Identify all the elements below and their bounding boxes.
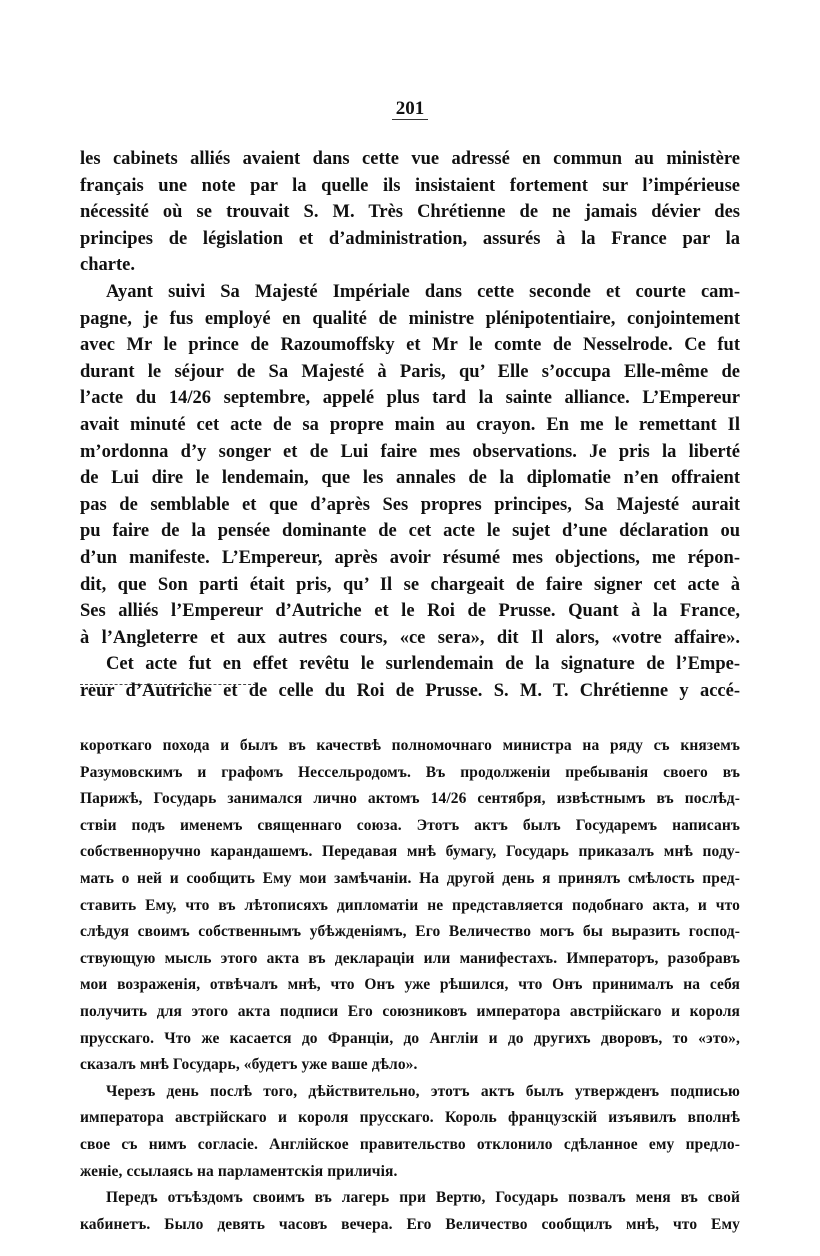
- footnote-rule: [80, 684, 256, 685]
- text-line: получить для этого акта подписи Его союзниковъ императора австрійскаго и короля: [80, 1002, 740, 1020]
- text-line: Cet acte fut en effet revêtu le surlendemain de la signature de l’Empe-: [106, 654, 740, 675]
- text-line: pas de semblable et que d’après Ses propres principes, Sa Majesté aurait: [80, 494, 740, 515]
- text-line: les cabinets alliés avaient dans cette vue adressé en commun au ministère: [80, 149, 740, 169]
- text-line: кабинетъ. Было девять часовъ вечера. Его Величество сообщилъ мнѣ, что Ему: [80, 1215, 740, 1233]
- text-line: nécessité où se trouvait S. M. Très Chrétienne de ne jamais dévier des: [80, 202, 740, 223]
- main-text: [80, 146, 740, 704]
- text-line: женіе, ссылаясь на парламентскія приличія.: [80, 1162, 398, 1180]
- text-line: reur d’Autriche et de celle du Roi de Prusse. S. M. T. Chrétienne y accé-: [80, 680, 740, 701]
- text-line: ствіи подъ именемъ священнаго союза. Этотъ актъ былъ Государемъ написанъ: [80, 816, 740, 834]
- text-line: à l’Angleterre et aux autres cours, «ce sera», dit Il alors, «votre affaire».: [80, 627, 740, 648]
- text-line: de Lui dire le lendemain, que les annales de la diplomatie n’en offraient: [80, 468, 740, 489]
- text-line: avait minuté cet acte de sa propre main au crayon. En me le remettant Il: [80, 414, 740, 435]
- text-line: avec Mr le prince de Razoumoffsky et Mr le comte de Nesselrode. Ce fut: [80, 335, 740, 356]
- text-line: прусскаго. Что же касается до Франціи, до Англіи и до другихъ дворовъ, то «это»,: [80, 1029, 740, 1047]
- text-line: ставить Ему, что въ лѣтописяхъ дипломатіи не представляется подобнаго акта, и что: [80, 896, 740, 914]
- text-line: pu faire de la pensée dominante de cet acte le sujet d’une déclaration ou: [80, 521, 740, 542]
- text-line: мать о ней и сообщить Ему мои замѣчаніи. На другой день я принялъ смѣлость пред-: [80, 869, 740, 887]
- text-line: Ses alliés l’Empereur d’Autriche et le Roi de Prusse. Quant à la France,: [80, 601, 740, 622]
- text-line: Парижѣ, Государь занимался лично актомъ 14/26 сентября, извѣстнымъ въ послѣд-: [80, 790, 740, 808]
- text-line: Передъ отъѣздомъ своимъ въ лагерь при Вертю, Государь позвалъ меня въ свой: [106, 1189, 740, 1207]
- text-line: короткаго похода и былъ въ качествѣ полномочнаго министра на ряду съ княземъ: [80, 737, 740, 754]
- text-line: français une note par la quelle ils insistaient fortement sur l’impérieuse: [80, 175, 740, 196]
- text-line: dit, que Son parti était pris, qu’ Il se chargeait de faire signer cet acte à: [80, 574, 740, 595]
- text-line: слѣдуя своимъ собственнымъ убѣжденіямъ, Его Величество могъ бы выразить господ-: [80, 923, 740, 941]
- text-line: ствующую мысль этого акта въ деклараціи или манифестахъ. Императоръ, разобравъ: [80, 949, 740, 967]
- text-line: m’ordonna d’y songer et de Lui faire mes observations. Je pris la liberté: [80, 441, 740, 462]
- text-line: d’un manifeste. L’Empereur, après avoir résumé mes objections, me répon-: [80, 547, 740, 568]
- text-line: императора австрійскаго и короля прусскаго. Король французскій изъявилъ вполнѣ: [80, 1109, 740, 1127]
- text-line: сказалъ мнѣ Государь, «будетъ уже ваше дѣло».: [80, 1056, 418, 1074]
- text-line: l’acte du 14/26 septembre, appelé plus tard la sainte alliance. L’Empereur: [80, 388, 740, 409]
- text-line: мои возраженія, отвѣчалъ мнѣ, что Онъ уже рѣшился, что Онъ принималъ на себя: [80, 976, 740, 994]
- text-line: Черезъ день послѣ того, дѣйствительно, этотъ актъ былъ утвержденъ подписью: [106, 1082, 740, 1100]
- text-line: Разумовскимъ и графомъ Нессельродомъ. Въ продолженіи пребыванія своего въ: [80, 763, 740, 781]
- page-number-text: 201: [392, 98, 429, 120]
- text-line: pagne, je fus employé en qualité de ministre plénipotentiaire, conjointement: [80, 308, 740, 329]
- text-line: durant le séjour de Sa Majesté à Paris, qu’ Elle s’occupa Elle-même de: [80, 361, 740, 382]
- text-line: charte.: [80, 255, 135, 276]
- page-number: [0, 98, 820, 120]
- text-line: Ayant suivi Sa Majesté Impériale dans cette seconde et courte cam-: [106, 281, 740, 302]
- footnote-text: [80, 733, 740, 1238]
- text-line: principes de législation et d’administration, assurés à la France par la: [80, 228, 740, 249]
- text-line: собственноручно карандашемъ. Передавая мнѣ бумагу, Государь приказалъ мнѣ поду-: [80, 843, 740, 861]
- text-line: свое съ нимъ согласіе. Англійское правительство отклонило сдѣланное ему предло-: [80, 1135, 740, 1153]
